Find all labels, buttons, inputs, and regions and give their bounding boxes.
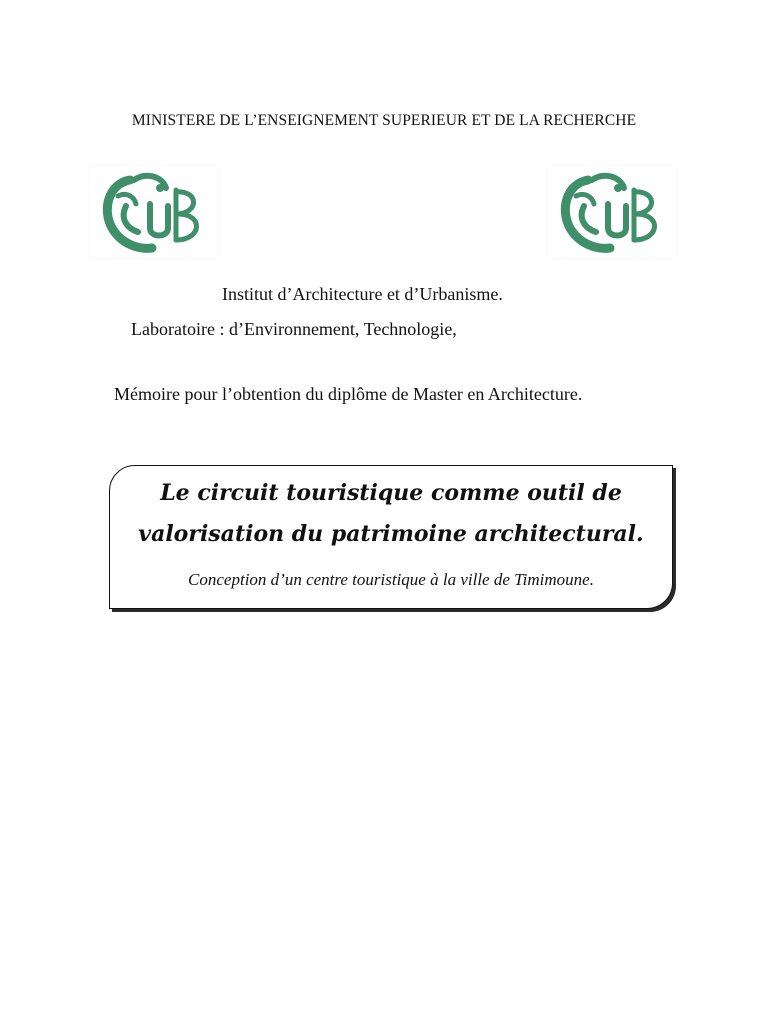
thesis-title-line-1: Le circuit touristique comme outil de [160,480,622,506]
university-logo-icon [90,166,218,258]
institut-name: Institut d’Architecture et d’Urbanisme. [222,284,503,304]
university-logo-right [548,166,676,258]
laboratoire-name: Laboratoire : d’Environnement, Technologie, [131,319,457,339]
university-logo-icon [548,166,676,258]
thesis-subtitle: Conception d’un centre touristique à la ville de Timimoune. [188,570,594,589]
ministry-heading: MINISTERE DE L’ENSEIGNEMENT SUPERIEUR ET DE LA RECHERCHE [131,112,637,129]
memoire-statement: Mémoire pour l’obtention du diplôme de Master en Architecture. [114,384,583,404]
thesis-title-box [109,465,673,609]
university-logo-left [90,166,218,258]
thesis-title-line-2: valorisation du patrimoine architectural. [138,521,644,547]
